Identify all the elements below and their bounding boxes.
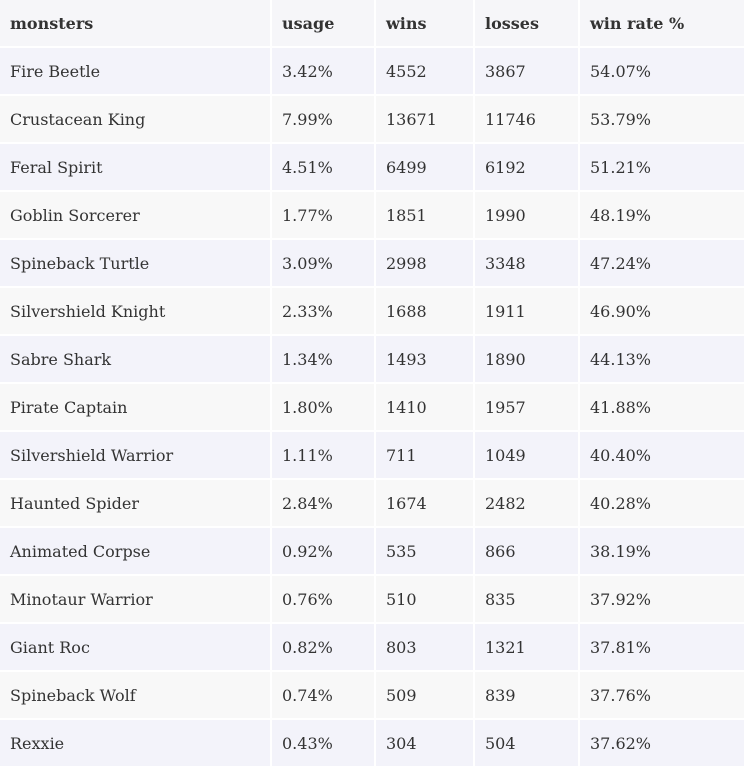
header-row xyxy=(0,0,744,46)
win-rate-cell: 41.88% xyxy=(580,384,744,430)
usage-cell: 0.82% xyxy=(272,624,374,670)
table-row xyxy=(0,624,744,670)
monster-name-cell: Spineback Turtle xyxy=(0,240,270,286)
losses-cell: 1990 xyxy=(475,192,578,238)
win-rate-cell: 46.90% xyxy=(580,288,744,334)
table-row xyxy=(0,672,744,718)
usage-cell: 2.33% xyxy=(272,288,374,334)
losses-cell: 866 xyxy=(475,528,578,574)
win-rate-cell: 38.19% xyxy=(580,528,744,574)
table-row xyxy=(0,288,744,334)
wins-cell: 6499 xyxy=(376,144,473,190)
monster-name-cell: Crustacean King xyxy=(0,96,270,142)
monster-name-cell: Pirate Captain xyxy=(0,384,270,430)
usage-cell: 1.77% xyxy=(272,192,374,238)
usage-cell: 1.80% xyxy=(272,384,374,430)
monster-name-cell: Goblin Sorcerer xyxy=(0,192,270,238)
table-row xyxy=(0,384,744,430)
table-row xyxy=(0,192,744,238)
wins-cell: 1851 xyxy=(376,192,473,238)
usage-cell: 4.51% xyxy=(272,144,374,190)
wins-cell: 1674 xyxy=(376,480,473,526)
table-row xyxy=(0,240,744,286)
losses-cell: 3867 xyxy=(475,48,578,94)
wins-cell: 4552 xyxy=(376,48,473,94)
usage-cell: 3.42% xyxy=(272,48,374,94)
monster-name-cell: Giant Roc xyxy=(0,624,270,670)
usage-cell: 7.99% xyxy=(272,96,374,142)
win-rate-cell: 37.81% xyxy=(580,624,744,670)
losses-cell: 6192 xyxy=(475,144,578,190)
monster-name-cell: Sabre Shark xyxy=(0,336,270,382)
table-row xyxy=(0,528,744,574)
monster-name-cell: Silvershield Warrior xyxy=(0,432,270,478)
monster-name-cell: Minotaur Warrior xyxy=(0,576,270,622)
win-rate-cell: 51.21% xyxy=(580,144,744,190)
usage-cell: 1.11% xyxy=(272,432,374,478)
losses-cell: 1049 xyxy=(475,432,578,478)
table-row xyxy=(0,336,744,382)
usage-cell: 0.43% xyxy=(272,720,374,766)
win-rate-cell: 47.24% xyxy=(580,240,744,286)
monster-name-cell: Animated Corpse xyxy=(0,528,270,574)
wins-cell: 535 xyxy=(376,528,473,574)
win-rate-cell: 48.19% xyxy=(580,192,744,238)
wins-cell: 304 xyxy=(376,720,473,766)
wins-cell: 1688 xyxy=(376,288,473,334)
wins-cell: 1410 xyxy=(376,384,473,430)
win-rate-cell: 54.07% xyxy=(580,48,744,94)
usage-cell: 0.92% xyxy=(272,528,374,574)
monster-name-cell: Haunted Spider xyxy=(0,480,270,526)
wins-cell: 1493 xyxy=(376,336,473,382)
losses-cell: 1890 xyxy=(475,336,578,382)
monster-name-cell: Spineback Wolf xyxy=(0,672,270,718)
wins-cell: 711 xyxy=(376,432,473,478)
table-row xyxy=(0,720,744,766)
usage-cell: 1.34% xyxy=(272,336,374,382)
usage-cell: 2.84% xyxy=(272,480,374,526)
losses-cell: 1321 xyxy=(475,624,578,670)
column-header-usage[interactable]: usage xyxy=(272,0,374,46)
usage-cell: 0.74% xyxy=(272,672,374,718)
win-rate-cell: 40.40% xyxy=(580,432,744,478)
table-row xyxy=(0,480,744,526)
table-row xyxy=(0,144,744,190)
table-row xyxy=(0,432,744,478)
monster-name-cell: Fire Beetle xyxy=(0,48,270,94)
column-header-monsters[interactable]: monsters xyxy=(0,0,270,46)
column-header-wins[interactable]: wins xyxy=(376,0,473,46)
win-rate-cell: 40.28% xyxy=(580,480,744,526)
wins-cell: 2998 xyxy=(376,240,473,286)
losses-cell: 1957 xyxy=(475,384,578,430)
win-rate-cell: 53.79% xyxy=(580,96,744,142)
column-header-losses[interactable]: losses xyxy=(475,0,578,46)
win-rate-cell: 37.62% xyxy=(580,720,744,766)
wins-cell: 13671 xyxy=(376,96,473,142)
losses-cell: 504 xyxy=(475,720,578,766)
losses-cell: 839 xyxy=(475,672,578,718)
losses-cell: 3348 xyxy=(475,240,578,286)
losses-cell: 11746 xyxy=(475,96,578,142)
losses-cell: 835 xyxy=(475,576,578,622)
wins-cell: 803 xyxy=(376,624,473,670)
win-rate-cell: 37.76% xyxy=(580,672,744,718)
monster-name-cell: Silvershield Knight xyxy=(0,288,270,334)
table-row xyxy=(0,96,744,142)
monster-name-cell: Feral Spirit xyxy=(0,144,270,190)
losses-cell: 1911 xyxy=(475,288,578,334)
table-header xyxy=(0,0,744,46)
wins-cell: 510 xyxy=(376,576,473,622)
wins-cell: 509 xyxy=(376,672,473,718)
table-row xyxy=(0,576,744,622)
usage-cell: 3.09% xyxy=(272,240,374,286)
table-row xyxy=(0,48,744,94)
losses-cell: 2482 xyxy=(475,480,578,526)
win-rate-cell: 37.92% xyxy=(580,576,744,622)
table-body xyxy=(0,48,744,766)
column-header-win-rate[interactable]: win rate % xyxy=(580,0,744,46)
usage-cell: 0.76% xyxy=(272,576,374,622)
win-rate-cell: 44.13% xyxy=(580,336,744,382)
monster-name-cell: Rexxie xyxy=(0,720,270,766)
